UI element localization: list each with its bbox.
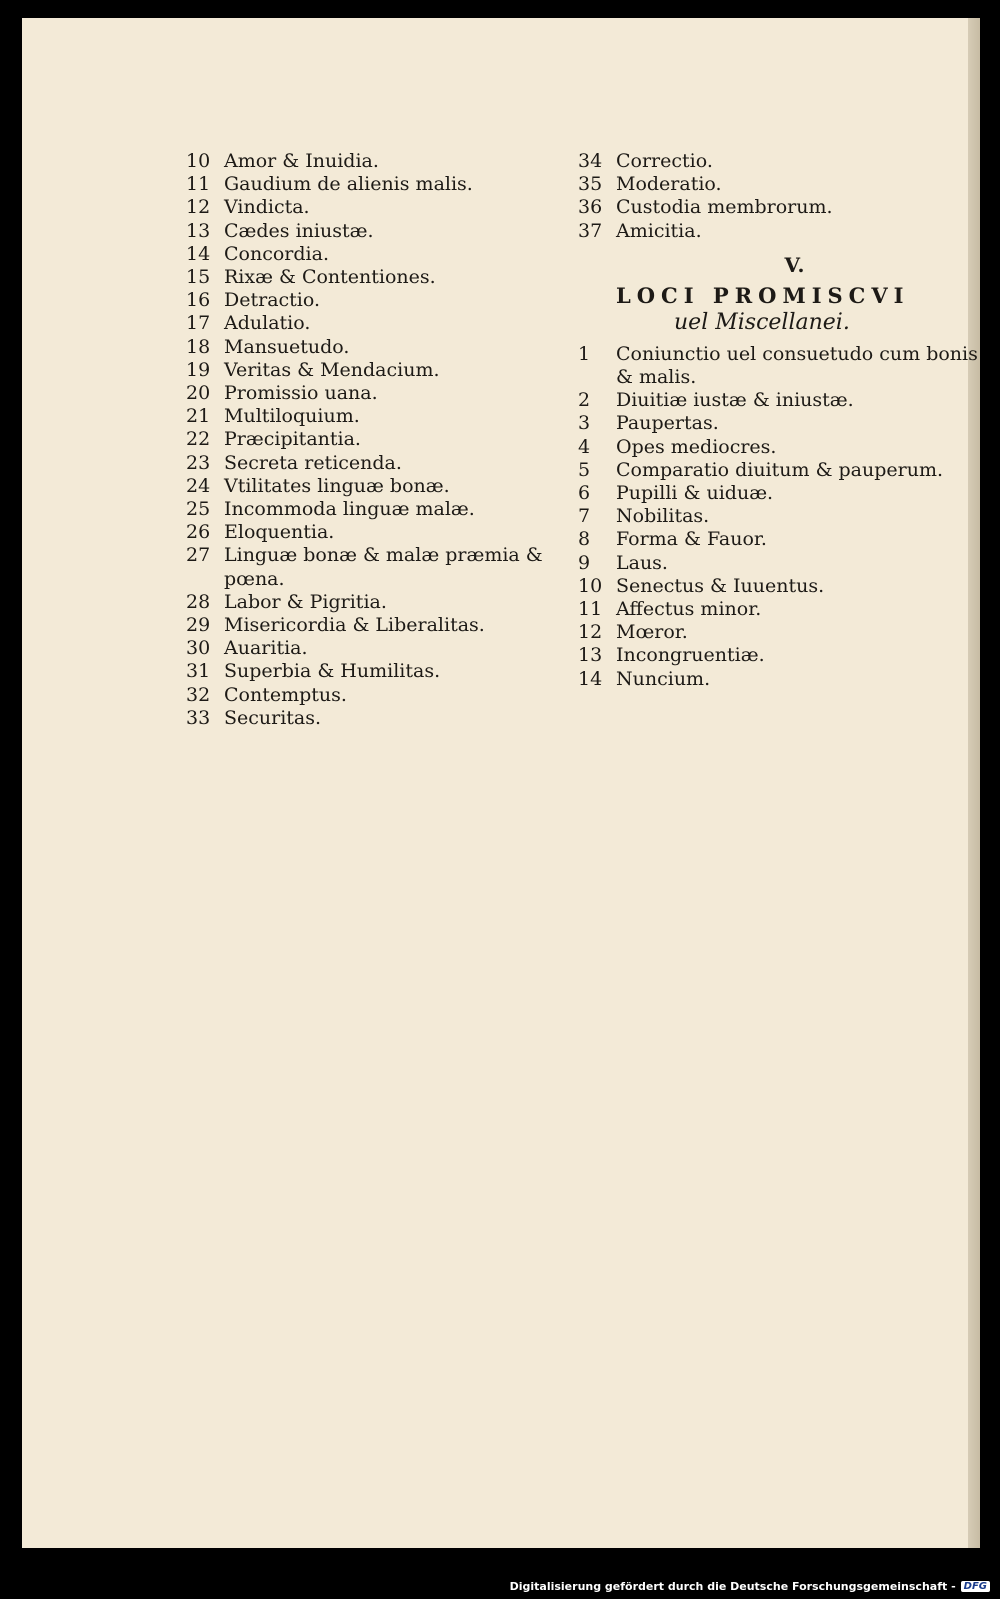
right-column-top-list (578, 150, 980, 243)
item-number: 18 (186, 335, 211, 358)
item-number: 29 (186, 614, 211, 637)
item-number: 31 (186, 660, 211, 683)
list-item (186, 405, 586, 428)
item-number: 9 (578, 551, 591, 574)
dfg-logo: DFG (961, 1581, 990, 1592)
item-number: 2 (578, 389, 591, 412)
list-item (186, 637, 586, 660)
list-item (186, 289, 586, 312)
list-item (186, 498, 586, 521)
list-item (186, 684, 586, 707)
item-text: Custodia membrorum. (616, 196, 833, 219)
list-item (186, 452, 586, 475)
list-item (186, 220, 586, 243)
item-number: 25 (186, 498, 211, 521)
section-title: LOCI PROMISCVI (616, 282, 910, 308)
list-item (578, 412, 980, 435)
list-item (186, 150, 586, 173)
item-number: 16 (186, 289, 211, 312)
item-number: 8 (578, 528, 591, 551)
item-text: Auaritia. (224, 637, 308, 660)
item-number: 35 (578, 173, 603, 196)
book-page (22, 18, 980, 1548)
item-number: 22 (186, 428, 211, 451)
item-text: Vtilitates linguæ bonæ. (224, 474, 450, 497)
left-column (186, 150, 586, 730)
list-item (578, 621, 980, 644)
list-item (578, 482, 980, 505)
item-number: 37 (578, 219, 603, 242)
item-text: Gaudium de alienis malis. (224, 173, 473, 196)
list-item (186, 707, 586, 730)
section-number: V. (784, 252, 806, 277)
item-number: 27 (186, 544, 211, 567)
list-item (578, 220, 980, 243)
list-item (186, 266, 586, 289)
list-item (578, 528, 980, 551)
item-text: Secreta reticenda. (224, 451, 402, 474)
item-text: Incongruentiæ. (616, 644, 765, 667)
list-item (186, 312, 586, 335)
item-text: Nuncium. (616, 667, 711, 690)
item-text: Adulatio. (224, 312, 311, 335)
list-item (578, 668, 980, 691)
item-number: 12 (186, 196, 211, 219)
item-text: Veritas & Mendacium. (224, 358, 440, 381)
right-column-bottom-list (578, 343, 980, 691)
list-item (186, 475, 586, 498)
item-text: Linguæ bonæ & malæ præmia & pœna. (224, 544, 543, 590)
item-text: Affectus minor. (616, 598, 762, 621)
item-text: Amor & Inuidia. (224, 150, 379, 172)
item-number: 23 (186, 451, 211, 474)
item-text: Pupilli & uiduæ. (616, 482, 774, 505)
item-number: 7 (578, 505, 591, 528)
item-text: Promissio uana. (224, 382, 378, 405)
list-item (578, 505, 980, 528)
item-text: Comparatio diuitum & pauperum. (616, 458, 944, 481)
item-number: 34 (578, 150, 603, 172)
item-text: Rixæ & Contentiones. (224, 266, 436, 289)
item-text: Amicitia. (616, 219, 702, 242)
item-number: 5 (578, 458, 591, 481)
list-item (578, 150, 980, 173)
list-item (186, 336, 586, 359)
list-item (186, 544, 586, 590)
item-text: Senectus & Iuuentus. (616, 574, 825, 597)
item-text: Forma & Fauor. (616, 528, 767, 551)
list-item (186, 173, 586, 196)
list-item (186, 591, 586, 614)
item-number: 3 (578, 412, 591, 435)
item-text: Correctio. (616, 150, 713, 172)
list-item (186, 428, 586, 451)
item-number: 19 (186, 358, 211, 381)
item-number: 10 (578, 574, 603, 597)
item-number: 13 (186, 219, 211, 242)
list-item (578, 644, 980, 667)
item-number: 14 (186, 242, 211, 265)
list-item (578, 552, 980, 575)
item-text: Contemptus. (224, 683, 347, 706)
item-number: 4 (578, 435, 591, 458)
item-text: Coniunctio uel consuetudo cum bonis & malis. (616, 342, 978, 389)
item-text: Multiloquium. (224, 405, 360, 428)
item-number: 32 (186, 683, 211, 706)
item-text: Securitas. (224, 706, 322, 729)
item-number: 14 (578, 667, 603, 690)
list-item (578, 459, 980, 482)
list-item (186, 660, 586, 683)
item-number: 24 (186, 474, 211, 497)
item-text: Diuitiæ iustæ & iniustæ. (616, 389, 854, 412)
digitization-footer (510, 1580, 990, 1593)
item-number: 30 (186, 637, 211, 660)
item-number: 33 (186, 706, 211, 729)
item-number: 17 (186, 312, 211, 335)
item-number: 13 (578, 644, 603, 667)
item-text: Labor & Pigritia. (224, 590, 387, 613)
item-number: 11 (578, 598, 603, 621)
item-number: 36 (578, 196, 603, 219)
item-number: 6 (578, 482, 591, 505)
list-item (186, 521, 586, 544)
section-subtitle: uel Miscellanei. (674, 309, 850, 335)
item-text: Paupertas. (616, 412, 719, 435)
item-number: 26 (186, 521, 211, 544)
item-text: Incommoda linguæ malæ. (224, 498, 475, 521)
item-text: Nobilitas. (616, 505, 710, 528)
list-item (186, 196, 586, 219)
list-item (186, 243, 586, 266)
list-item (186, 614, 586, 637)
list-item (186, 359, 586, 382)
list-item (578, 598, 980, 621)
list-item (578, 196, 980, 219)
item-text: Moderatio. (616, 173, 722, 196)
item-number: 1 (578, 342, 591, 365)
item-text: Superbia & Humilitas. (224, 660, 441, 683)
right-column (578, 150, 980, 691)
list-item (186, 382, 586, 405)
item-number: 10 (186, 150, 211, 172)
item-text: Præcipitantia. (224, 428, 361, 451)
item-text: Mansuetudo. (224, 335, 350, 358)
item-text: Vindicta. (224, 196, 310, 219)
footer-text: Digitalisierung gefördert durch die Deutsche Forschungsgemeinschaft - (509, 1580, 956, 1593)
item-number: 21 (186, 405, 211, 428)
item-text: Laus. (616, 551, 668, 574)
item-text: Mœror. (616, 621, 688, 644)
item-text: Misericordia & Liberalitas. (224, 614, 485, 637)
list-item (578, 575, 980, 598)
list-item (578, 389, 980, 412)
item-number: 12 (578, 621, 603, 644)
item-number: 11 (186, 173, 211, 196)
item-number: 20 (186, 382, 211, 405)
item-number: 15 (186, 266, 211, 289)
item-text: Concordia. (224, 242, 329, 265)
item-text: Eloquentia. (224, 521, 335, 544)
item-text: Detractio. (224, 289, 321, 312)
item-text: Cædes iniustæ. (224, 219, 374, 242)
item-text: Opes mediocres. (616, 435, 777, 458)
list-item (578, 436, 980, 459)
list-item (578, 173, 980, 196)
list-item (578, 343, 980, 389)
item-number: 28 (186, 590, 211, 613)
